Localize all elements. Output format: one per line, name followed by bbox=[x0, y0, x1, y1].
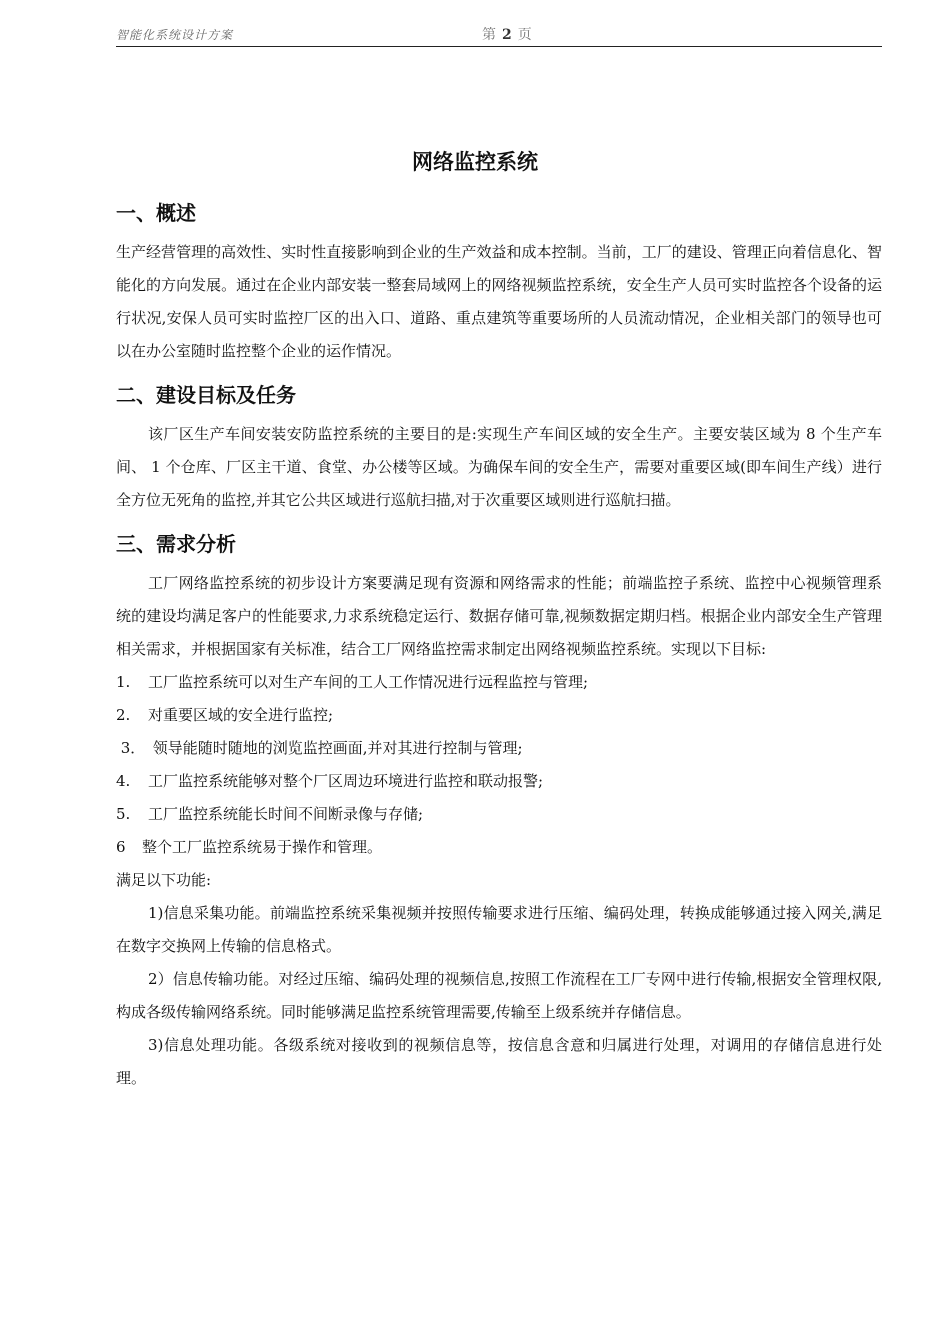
function-item-collection: 1)信息采集功能。前端监控系统采集视频并按照传输要求进行压缩、编码处理，转换成能够通过接入网关,满足在数字交换网上传输的信息格式。 bbox=[116, 904, 882, 955]
section-heading-overview: 一、概述 bbox=[116, 201, 196, 225]
overview-paragraph: 生产经营管理的高效性、实时性直接影响到企业的生产效益和成本控制。当前，工厂的建设、管理正向着信息化、智能化的方向发展。通过在企业内部安装一整套局域网上的网络视频监控系统，安全生产人员可实时监控各个设备的运行状况,安保人员可实时监控厂区的出入口、道路、重点建筑等重要场所的人员流动情况，企业相关部门的领导也可以在办公室随时监控整个企业的运作情况。 bbox=[116, 243, 882, 360]
page-header bbox=[116, 22, 882, 47]
goals-list bbox=[116, 666, 882, 864]
list-item bbox=[116, 798, 882, 831]
page-prefix: 第 bbox=[482, 27, 502, 43]
document-body bbox=[116, 196, 882, 1095]
list-item-number: 1. bbox=[116, 673, 131, 691]
section-heading-goals: 二、建设目标及任务 bbox=[116, 383, 296, 407]
list-item-number: 4. bbox=[116, 772, 131, 790]
list-item-number: 5. bbox=[116, 805, 131, 823]
header-page-number bbox=[482, 24, 538, 44]
list-item-text: 工厂监控系统可以对生产车间的工人工作情况进行远程监控与管理; bbox=[148, 673, 589, 691]
list-item-number: 6 bbox=[116, 838, 126, 856]
list-item bbox=[116, 732, 882, 765]
list-item-text: 工厂监控系统能够对整个厂区周边环境进行监控和联动报警; bbox=[148, 772, 544, 790]
list-item-number: 2. bbox=[116, 706, 131, 724]
page-suffix: 页 bbox=[517, 27, 538, 43]
list-item-text: 工厂监控系统能长时间不间断录像与存储; bbox=[148, 805, 424, 823]
header-document-name: 智能化系统设计方案 bbox=[116, 28, 234, 42]
list-item-text: 领导能随时随地的浏览监控画面,并对其进行控制与管理; bbox=[148, 739, 523, 757]
goals-paragraph: 该厂区生产车间安装安防监控系统的主要目的是:实现生产车间区域的安全生产。主要安装区域为 8 个生产车间、 1 个仓库、厂区主干道、食堂、办公楼等区域。为确保车间的安全生产，需要对重要区域(即车间生产线）进行全方位无死角的监控,并其它公共区域进行巡航扫描,对于次重要区域则进行巡航扫描。 bbox=[116, 425, 882, 509]
list-item-text: 对重要区域的安全进行监控; bbox=[148, 706, 334, 724]
requirements-intro: 工厂网络监控系统的初步设计方案要满足现有资源和网络需求的性能；前端监控子系统、监控中心视频管理系统的建设均满足客户的性能要求,力求系统稳定运行、数据存储可靠,视频数据定期归档。根据企业内部安全生产管理相关需求，并根据国家有关标准，结合工厂网络监控需求制定出网络视频监控系统。实现以下目标: bbox=[116, 574, 882, 658]
list-item bbox=[116, 699, 882, 732]
list-item bbox=[116, 765, 882, 798]
list-item-number: 3． bbox=[116, 739, 146, 757]
list-item-text: 整个工厂监控系统易于操作和管理。 bbox=[142, 838, 383, 856]
functions-label: 满足以下功能: bbox=[116, 871, 212, 889]
list-item bbox=[116, 666, 882, 699]
list-item bbox=[116, 831, 882, 864]
document-title: 网络监控系统 bbox=[412, 150, 538, 174]
function-item-transmission: 2）信息传输功能。对经过压缩、编码处理的视频信息,按照工作流程在工厂专网中进行传输,根据安全管理权限,构成各级传输网络系统。同时能够满足监控系统管理需要,传输至上级系统并存储信息。 bbox=[116, 970, 882, 1021]
section-heading-requirements: 三、需求分析 bbox=[116, 532, 236, 556]
function-item-processing: 3)信息处理功能。各级系统对接收到的视频信息等，按信息含意和归属进行处理，对调用的存储信息进行处理。 bbox=[116, 1036, 882, 1087]
page-number: 2 bbox=[502, 27, 518, 43]
